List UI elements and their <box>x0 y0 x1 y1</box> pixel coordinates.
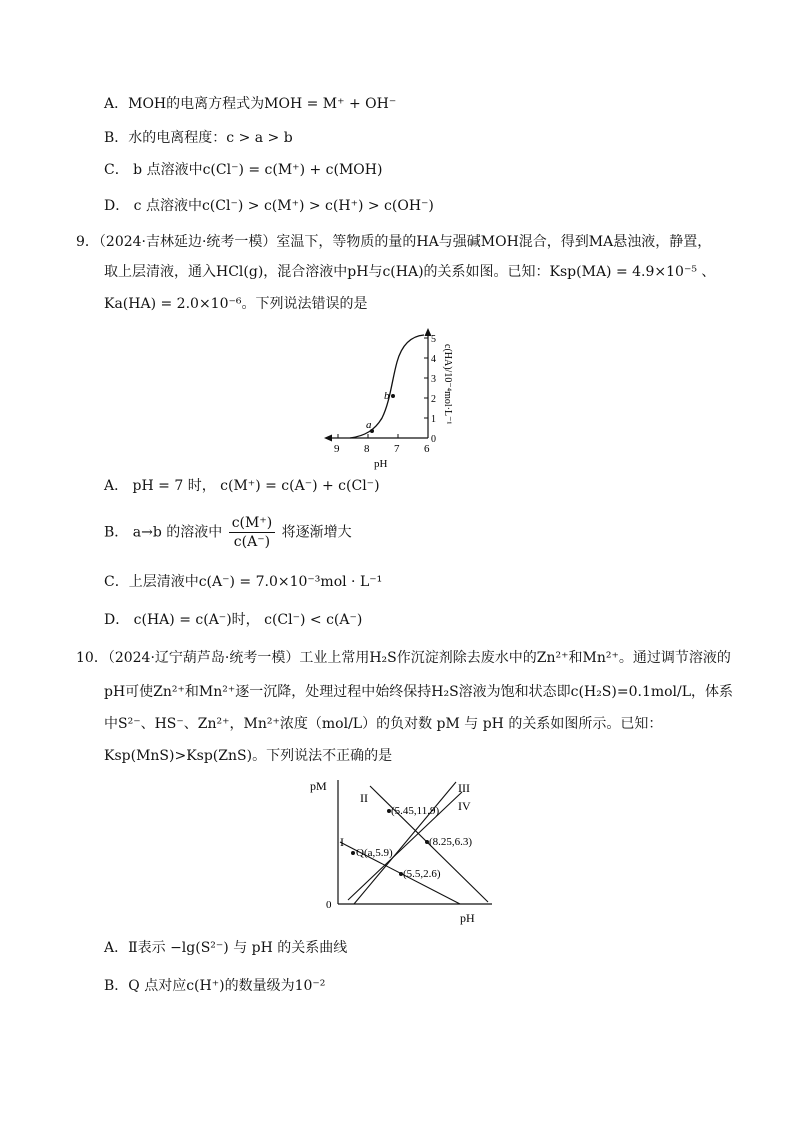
q10-curve-ii-label: II <box>360 791 368 805</box>
q9-chart <box>320 322 460 472</box>
q10-point-5-5-2-6-label: (5.5,2.6) <box>403 868 441 880</box>
q10-option-b: B．Q 点对应c(H⁺)的数量级为10⁻² <box>104 978 326 994</box>
q10-point-q-label: Q(a,5.9) <box>356 847 393 859</box>
q10-point-8-25-6-3-label: (8.25,6.3) <box>429 836 473 848</box>
q9-option-b-suffix: 将逐渐增大 <box>281 524 352 541</box>
q9-x-arrow <box>324 435 332 442</box>
q10-y-label: pM <box>310 779 327 793</box>
q9-y-ticks <box>424 338 428 418</box>
q9-option-b-prefix: B． a→b 的溶液中 <box>104 524 223 541</box>
q10-origin: 0 <box>326 899 332 911</box>
q9-option-b <box>104 514 352 558</box>
q9-point-a-label: a <box>366 419 372 431</box>
q9-y-tick-1: 1 <box>431 414 436 425</box>
q10-point-q <box>351 851 355 855</box>
q9-x-tick-6: 6 <box>424 443 430 455</box>
q9-x-label: pH <box>374 458 388 470</box>
q10-curve-iii-label: III <box>458 781 470 795</box>
q9-y-tick-0: 0 <box>431 434 436 445</box>
q10-stem-line3: 中S²⁻、HS⁻、Zn²⁺，Mn²⁺浓度（mol/L）的负对数 pM 与 pH 的关系如图所示。已知： <box>104 716 663 732</box>
q9-y-label: c(HA)/10⁻⁴mol·L⁻¹ <box>442 344 453 425</box>
q9-option-b-numerator: c(M⁺) <box>229 514 276 533</box>
q9-y-tick-5: 5 <box>431 334 436 345</box>
q9-curve <box>350 335 424 438</box>
q9-x-tick-9: 9 <box>334 443 340 455</box>
q9-option-b-denominator: c(A⁻) <box>233 534 271 550</box>
q10-option-a: A．Ⅱ表示 −lg(S²⁻) 与 pH 的关系曲线 <box>104 940 348 956</box>
q10-stem-line1: 10．（2024·辽宁葫芦岛·统考一模）工业上常用H₂S作沉淀剂除去废水中的Zn²⁺和Mn²⁺。通过调节溶液的 <box>76 650 731 666</box>
q10-curve-iv-label: IV <box>458 799 471 813</box>
q9-y-tick-4: 4 <box>431 354 436 365</box>
q9-option-a: A． pH = 7 时， c(M⁺) = c(A⁻) + c(Cl⁻) <box>104 478 380 494</box>
q9-x-tick-7: 7 <box>394 443 400 455</box>
q9-point-b-label: b <box>384 390 390 402</box>
q10-point-5-45-11-9-label: (5.45,11.9) <box>391 805 440 817</box>
q8-option-d: D． c 点溶液中c(Cl⁻) > c(M⁺) > c(H⁺) > c(OH⁻) <box>104 198 434 214</box>
q9-option-b-fraction <box>229 514 276 551</box>
q10-stem-line2: pH可使Zn²⁺和Mn²⁺逐一沉降，处理过程中始终保持H₂S溶液为饱和状态即c(H₂S)=0.1mol/L，体系 <box>104 684 734 700</box>
q9-y-tick-2: 2 <box>431 394 436 405</box>
q9-y-tick-3: 3 <box>431 374 436 385</box>
q9-option-c: C．上层清液中c(A⁻) = 7.0×10⁻³mol · L⁻¹ <box>104 574 383 590</box>
q10-x-label: pH <box>460 911 475 925</box>
q10-chart <box>310 776 510 926</box>
q9-x-tick-8: 8 <box>364 443 370 455</box>
q9-stem-line1: 9．（2024·吉林延边·统考一模）室温下，等物质的量的HA与强碱MOH混合，得到MA悬浊液，静置， <box>76 234 712 250</box>
q8-option-a: A．MOH的电离方程式为MOH = M⁺ + OH⁻ <box>104 96 397 112</box>
q9-x-ticks <box>338 434 398 438</box>
q10-curve-i-label: I <box>340 835 344 849</box>
q9-option-d: D． c(HA) = c(A⁻)时， c(Cl⁻) < c(A⁻) <box>104 612 363 628</box>
q9-point-b <box>391 394 395 398</box>
q8-option-b: B．水的电离程度：c > a > b <box>104 130 293 146</box>
q9-stem-line3: Ka(HA) = 2.0×10⁻⁶。下列说法错误的是 <box>104 296 368 312</box>
q9-stem-line2: 取上层清液，通入HCl(g)，混合溶液中pH与c(HA)的关系如图。已知：Ksp(MA) = 4.9×10⁻⁵ 、 <box>104 264 716 280</box>
q8-option-c: C． b 点溶液中c(Cl⁻) = c(M⁺) + c(MOH) <box>104 162 383 178</box>
q10-stem-line4: Ksp(MnS)>Ksp(ZnS)。下列说法不正确的是 <box>104 748 393 764</box>
